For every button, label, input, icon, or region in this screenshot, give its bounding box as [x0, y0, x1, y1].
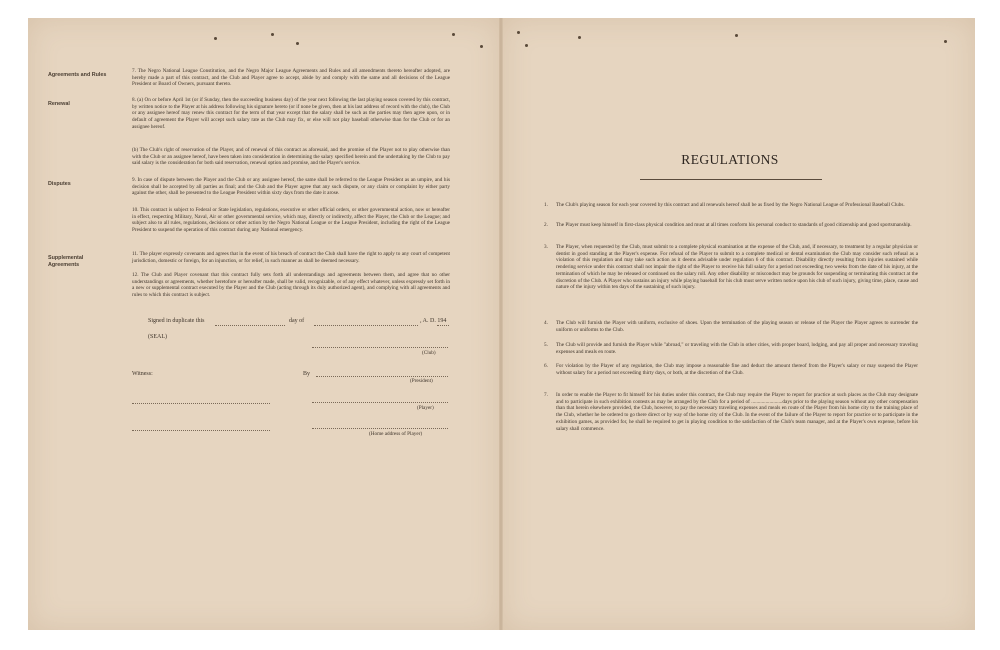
- year-blank: [437, 325, 449, 326]
- regulation-number: 5.: [544, 342, 548, 348]
- day-blank: [215, 325, 285, 326]
- punch-hole: [578, 36, 581, 39]
- witness-signature-line-2: [132, 430, 270, 431]
- punch-hole: [525, 44, 528, 47]
- clause-7: 7. The Negro National League Constitution, and the Negro Major League Agreements and Rules and all amendments thereto hereafter adopted, are hereby made a part of this contract, and the Club and Player agree to accept, abide by and comply with the same and all decisions of the League President or Board of Owners, pursuant thereto.: [132, 68, 450, 88]
- punch-hole: [452, 33, 455, 36]
- club-signature-line: [312, 347, 448, 348]
- regulation-1: The Club's playing season for each year covered by this contract and all renewals hereof shall be as fixed by the Negro National League of Professional Baseball Clubs.: [556, 202, 905, 208]
- regulation-number: 2.: [544, 222, 548, 228]
- by-label: By: [303, 371, 311, 377]
- witness-label: Witness:: [132, 371, 153, 377]
- club-caption: (Club): [422, 350, 436, 356]
- day-of-label: day of: [289, 318, 305, 324]
- ad-year-label: , A. D. 194: [420, 318, 447, 324]
- president-caption: (President): [410, 378, 433, 384]
- punch-hole: [214, 37, 217, 40]
- regulation-2: The Player must keep himself in first-class physical condition and must at all times conform his personal conduct to standards of good citizenship and good sportsmanship.: [556, 222, 912, 228]
- player-signature-line: [312, 402, 448, 403]
- punch-hole: [735, 34, 738, 37]
- margin-label-agreements: Agreements and Rules: [48, 72, 107, 78]
- margin-label-renewal: Renewal: [48, 101, 70, 107]
- center-fold: [499, 18, 503, 630]
- punch-hole: [517, 31, 520, 34]
- title-rule: [640, 179, 822, 180]
- home-address-line: [312, 428, 448, 429]
- punch-hole: [944, 40, 947, 43]
- month-blank: [314, 325, 418, 326]
- clause-8a: 8. (a) On or before April 1st (or if Sunday, then the succeeding business day) of the year next following the last playing season covered by this contract, by written notice to the Player at his address following his signature hereto (or if none be given, then at his last address of record with the club), the Club or any assignee hereof may renew this contract for the term of that year except that the salary shall be such as the parties may then agree upon, or in default of agreement the Player will accept such salary rate as the Club may fix, or else will not play baseball otherwise than for the Club or for an assignee hereof.: [132, 97, 450, 130]
- regulation-number: 4.: [544, 320, 548, 326]
- regulation-number: 1.: [544, 202, 548, 208]
- regulation-6: For violation by the Player of any regulation, the Club may impose a reasonable fine and deduct the amount thereof from the Player's salary or may suspend the Player without salary for a period not exceeding thirty days, or both, at the discretion of the Club.: [556, 363, 918, 376]
- regulation-7: In order to enable the Player to fit himself for his duties under this contract, the Club may require the Player to report for practice at such places as the Club may designate and to participate in such exhibition contests as may be arranged by the Club for a period of ........................days prior to the playing season without any other compensation than that herein elsewhere provided, the Club, however, to pay the necessary traveling expenses and meals en route of the Player from his home city to the training place of the Club, whether he be ordered to go there direct or by way of the home city of the Club. In the event of the failure of the Player to report for practice or to participate in the exhibition games, as provided for, he shall be required to get in playing condition to the satisfaction of the Club's team manager, and at the Player's own expense, before his salary shall commence.: [556, 392, 918, 432]
- regulation-number: 6.: [544, 363, 548, 369]
- punch-hole: [480, 45, 483, 48]
- clause-8b: (b) The Club's right of reservation of the Player, and of renewal of this contract as aforesaid, and the promise of the Player not to play otherwise than with the Club or an assignee hereof, have been taken into consideration in determining the salary specified herein and the undertaking by the Club to pay said salary is the consideration for both said reservation, renewal option and promise, and the Player's service.: [132, 147, 450, 167]
- clause-9: 9. In case of dispute between the Player and the Club or any assignee hereof, the same shall be referred to the League President as an umpire, and his decision shall be accepted by all parties as final; and the Club and the Player agree that any such dispute, or any claim or complaint by either party against the other, shall be presented to the League President within sixty days from the date it arose.: [132, 177, 450, 197]
- clause-10: 10. This contract is subject to Federal or State legislation, regulations, executive or other official orders, or other governmental action, now or hereafter in effect, respecting Military, Naval, Air or other governmental service, which may, directly or indirectly, affect the Player, the Club or the League; and subject also to all rules, regulations, decisions or other action by the Negro National League or the League President, including the right of the League President to suspend the operation of this contract during any National emergency.: [132, 207, 450, 234]
- signed-in-duplicate-label: Signed in duplicate this: [148, 318, 205, 324]
- regulations-title: REGULATIONS: [681, 152, 779, 167]
- home-address-caption: (Home address of Player): [369, 431, 423, 437]
- margin-label-supplemental: Supplemental Agreements: [48, 255, 84, 268]
- regulation-3: The Player, when requested by the Club, must submit to a complete physical examination at the expense of the Club, and, if necessary, to treatment by a regular physician or dentist in good standing at the Player's expense. For refusal of the Player to submit to a complete medical or dental examination the Club may consider such refusal as a violation of this regulation and may take such action as it deems advisable under regulation 6 of this contract. Disability directly resulting from injuries sustained while rendering service under this contract shall not impair the right of the Player to receive his full salary for a period not exceeding two weeks from the date of his injury, at the termination of which he may be released or continued on the salary roll. Any other disability or misconduct may be grounds for suspending or terminating this contract at the discretion of the Club. A Player who sustains an injury while playing baseball for his club must serve written notice upon his club of such injury, giving time, place, cause and nature of the injury within ten days of the sustaining of such injury.: [556, 244, 918, 291]
- regulation-5: The Club will provide and furnish the Player while "abroad," or traveling with the Club in other cities, with proper board, lodging, and pay all proper and necessary traveling expenses and meals en route.: [556, 342, 918, 355]
- seal-label: (SEAL): [148, 334, 167, 340]
- punch-hole: [296, 42, 299, 45]
- witness-signature-line-1: [132, 403, 270, 404]
- regulation-number: 3.: [544, 244, 548, 250]
- player-caption: (Player): [417, 405, 434, 411]
- regulation-4: The Club will furnish the Player with uniform, exclusive of shoes. Upon the termination of the playing season or release of the Player the Player agrees to surrender the uniform or uniforms to the Club.: [556, 320, 918, 333]
- clause-12: 12. The Club and Player covenant that this contract fully sets forth all understandings and agreements between them, and agree that no other understandings or agreements, whether heretofore or hereafter made, shall be valid, recognizable, or of any effect whatever, unless expressly set forth in a new or supplemental contract executed by the Player and the Club (acting through its duly authorized agent), and complying with all agreements and rules to which this contract is subject.: [132, 272, 450, 299]
- margin-label-disputes: Disputes: [48, 181, 71, 187]
- regulation-number: 7.: [544, 392, 548, 398]
- clause-11: 11. The player expressly covenants and agrees that in the event of his breach of contract the Club shall have the right to apply to any court of competent jurisdiction, domestic or foreign, for an injunction, or for relief, in such manner as shall be deemed necessary.: [132, 251, 450, 264]
- president-signature-line: [316, 376, 448, 377]
- punch-hole: [271, 33, 274, 36]
